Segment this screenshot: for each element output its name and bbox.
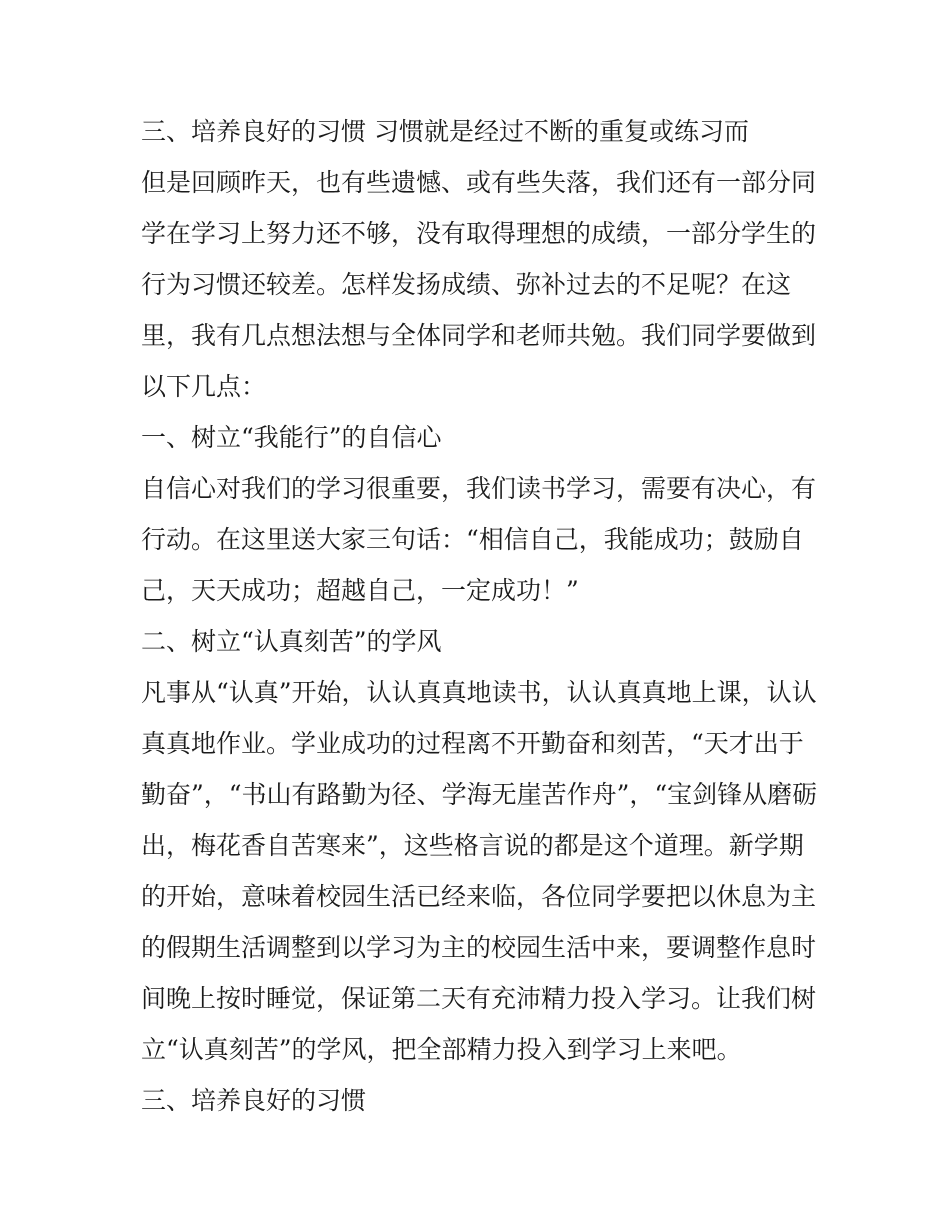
paragraph-line: 以下几点：: [141, 372, 267, 401]
paragraph-line: 学在学习上努力还不够，没有取得理想的成绩，一部分学生的: [141, 219, 817, 248]
paragraph-line: 自信心对我们的学习很重要，我们读书学习，需要有决心，有: [141, 474, 817, 503]
paragraph-line: 但是回顾昨天，也有些遗憾、或有些失落，我们还有一部分同: [141, 168, 817, 197]
heading-self-confidence: 一、树立“我能行”的自信心: [141, 423, 442, 452]
paragraph-line: 真真地作业。学业成功的过程离不开勤奋和刻苦，“天才出于: [141, 729, 804, 758]
paragraph-line: 出，梅花香自苦寒来”，这些格言说的都是这个道理。新学期: [141, 831, 804, 860]
paragraph-line: 里，我有几点想法想与全体同学和老师共勉。我们同学要做到: [141, 321, 817, 350]
document-body: [141, 106, 821, 1126]
paragraph-line: 凡事从“认真”开始，认认真真地读书，认认真真地上课，认认: [141, 678, 817, 707]
paragraph-line: 的假期生活调整到以学习为主的校园生活中来，要调整作息时: [141, 933, 817, 962]
paragraph-line: 间晚上按时睡觉，保证第二天有充沛精力投入学习。让我们树: [141, 984, 817, 1013]
paragraph-line: 立“认真刻苦”的学风，把全部精力投入到学习上来吧。: [141, 1035, 742, 1064]
paragraph-line: 勤奋”，“书山有路勤为径、学海无崖苦作舟”，“宝剑锋从磨砺: [141, 780, 818, 809]
heading-cultivate-habits: 三、培养良好的习惯: [141, 1086, 367, 1115]
paragraph-line: 行为习惯还较差。怎样发扬成绩、弥补过去的不足呢？在这: [141, 270, 792, 299]
paragraph-line: 的开始，意味着校园生活已经来临，各位同学要把以休息为主: [141, 882, 817, 911]
paragraph-line: 己，天天成功；超越自己，一定成功！”: [141, 576, 579, 605]
heading-study-style: 二、树立“认真刻苦”的学风: [141, 627, 442, 656]
paragraph-line: 行动。在这里送大家三句话：“相信自己，我能成功；鼓励自: [141, 525, 804, 554]
heading-cultivate-habits-intro: 三、培养良好的习惯 习惯就是经过不断的重复或练习而: [141, 117, 749, 146]
